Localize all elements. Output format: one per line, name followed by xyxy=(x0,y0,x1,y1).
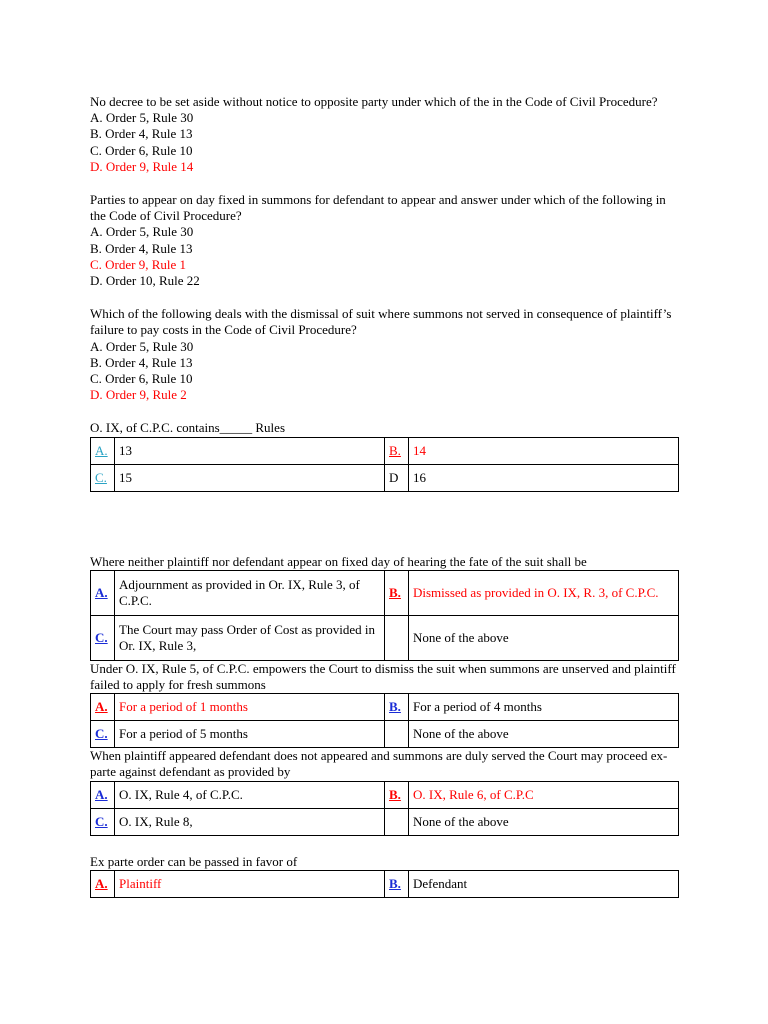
option-b: B. Order 4, Rule 13 xyxy=(90,354,193,370)
option-a-value-answer: For a period of 1 months xyxy=(115,694,385,721)
option-c: C. Order 6, Rule 10 xyxy=(90,142,193,158)
option-d-value: 16 xyxy=(409,464,679,491)
option-c-key xyxy=(91,808,115,835)
question-text: Where neither plaintiff nor defendant appear on fixed day of hearing the fate of the suit shall be xyxy=(90,553,587,569)
question-text: Parties to appear on day fixed in summons for defendant to appear and answer under which of the following in the Code of Civil Procedure? xyxy=(90,192,666,224)
question-text: Which of the following deals with the dismissal of suit where summons not served in consequence of plaintiff’s failure to pay costs in the Code of Civil Procedure? xyxy=(90,306,672,338)
option-d-value: None of the above xyxy=(409,615,679,660)
answer-table xyxy=(90,693,679,748)
option-d-answer: D. Order 9, Rule 2 xyxy=(90,387,187,403)
option-c-key xyxy=(91,615,115,660)
answer-table xyxy=(90,870,679,898)
option-b-key xyxy=(385,694,409,721)
option-a-value: Adjournment as provided in Or. IX, Rule 3, of C.P.C. xyxy=(115,570,385,615)
option-b-key xyxy=(385,870,409,897)
question-5 xyxy=(90,554,680,661)
option-d-value: None of the above xyxy=(409,721,679,748)
option-c-value: 15 xyxy=(115,464,385,491)
question-text: Under O. IX, Rule 5, of C.P.C. empowers the Court to dismiss the suit when summons are unserved and plaintiff failed to apply for fresh summons xyxy=(90,660,676,693)
answer-table xyxy=(90,437,679,492)
option-a-key xyxy=(91,870,115,897)
option-c-key xyxy=(91,464,115,491)
option-c-link[interactable]: C. xyxy=(95,726,108,742)
option-b-key xyxy=(385,781,409,808)
question-text: When plaintiff appeared defendant does not appeared and summons are duly served the Court may proceed ex-parte against defendant as provided by xyxy=(90,748,668,780)
option-a: A. Order 5, Rule 30 xyxy=(90,338,194,354)
option-b-value: For a period of 4 months xyxy=(409,694,679,721)
option-d-value: None of the above xyxy=(409,808,679,835)
option-d-key: D xyxy=(385,464,409,491)
question-1 xyxy=(90,94,680,175)
option-c-value: For a period of 5 months xyxy=(115,721,385,748)
option-a-key xyxy=(91,437,115,464)
quiz-document xyxy=(90,94,680,898)
option-a: A. Order 5, Rule 30 xyxy=(90,224,194,240)
option-b-value-answer: O. IX, Rule 6, of C.P.C xyxy=(409,781,679,808)
option-c-link[interactable]: C. xyxy=(95,469,107,485)
option-b-link[interactable]: B. xyxy=(389,786,401,802)
question-3 xyxy=(90,306,680,403)
question-text: O. IX, of C.P.C. contains_____ Rules xyxy=(90,420,285,436)
option-b-link[interactable]: B. xyxy=(389,442,401,458)
option-d-key xyxy=(385,615,409,660)
option-c-link[interactable]: C. xyxy=(95,629,108,645)
option-a-value-answer: Plaintiff xyxy=(115,870,385,897)
option-b-value-answer: Dismissed as provided in O. IX, R. 3, of C.P.C. xyxy=(409,570,679,615)
option-b-key xyxy=(385,570,409,615)
question-6 xyxy=(90,661,680,748)
answer-table xyxy=(90,570,679,661)
option-d-key xyxy=(385,808,409,835)
option-c-value: The Court may pass Order of Cost as provided in Or. IX, Rule 3, xyxy=(115,615,385,660)
option-a-link[interactable]: A. xyxy=(95,699,108,715)
option-a-key xyxy=(91,570,115,615)
option-b-value: Defendant xyxy=(409,870,679,897)
option-b: B. Order 4, Rule 13 xyxy=(90,240,193,256)
option-d-key xyxy=(385,721,409,748)
option-b-link[interactable]: B. xyxy=(389,875,401,891)
option-c-key xyxy=(91,721,115,748)
option-a-link[interactable]: A. xyxy=(95,442,108,458)
option-d: D. Order 10, Rule 22 xyxy=(90,273,200,289)
answer-table xyxy=(90,781,679,836)
option-a-value: O. IX, Rule 4, of C.P.C. xyxy=(115,781,385,808)
option-a: A. Order 5, Rule 30 xyxy=(90,110,194,126)
option-a-key xyxy=(91,781,115,808)
option-d-answer: D. Order 9, Rule 14 xyxy=(90,158,194,174)
option-c-answer: C. Order 9, Rule 1 xyxy=(90,256,187,272)
option-b-value-answer: 14 xyxy=(409,437,679,464)
question-4 xyxy=(90,420,680,491)
option-a-link[interactable]: A. xyxy=(95,875,108,891)
option-a-link[interactable]: A. xyxy=(95,786,108,802)
option-b: B. Order 4, Rule 13 xyxy=(90,126,193,142)
option-c: C. Order 6, Rule 10 xyxy=(90,371,193,387)
option-c-value: O. IX, Rule 8, xyxy=(115,808,385,835)
question-8 xyxy=(90,854,680,898)
option-b-link[interactable]: B. xyxy=(389,699,401,715)
option-c-link[interactable]: C. xyxy=(95,813,108,829)
option-a-link[interactable]: A. xyxy=(95,584,108,600)
question-7 xyxy=(90,748,680,835)
question-text: Ex parte order can be passed in favor of xyxy=(90,853,298,869)
option-a-value: 13 xyxy=(115,437,385,464)
option-b-key xyxy=(385,437,409,464)
option-a-key xyxy=(91,694,115,721)
option-b-link[interactable]: B. xyxy=(389,584,401,600)
question-2 xyxy=(90,192,680,289)
question-text: No decree to be set aside without notice to opposite party under which of the in the Code of Civil Procedure? xyxy=(90,94,658,109)
